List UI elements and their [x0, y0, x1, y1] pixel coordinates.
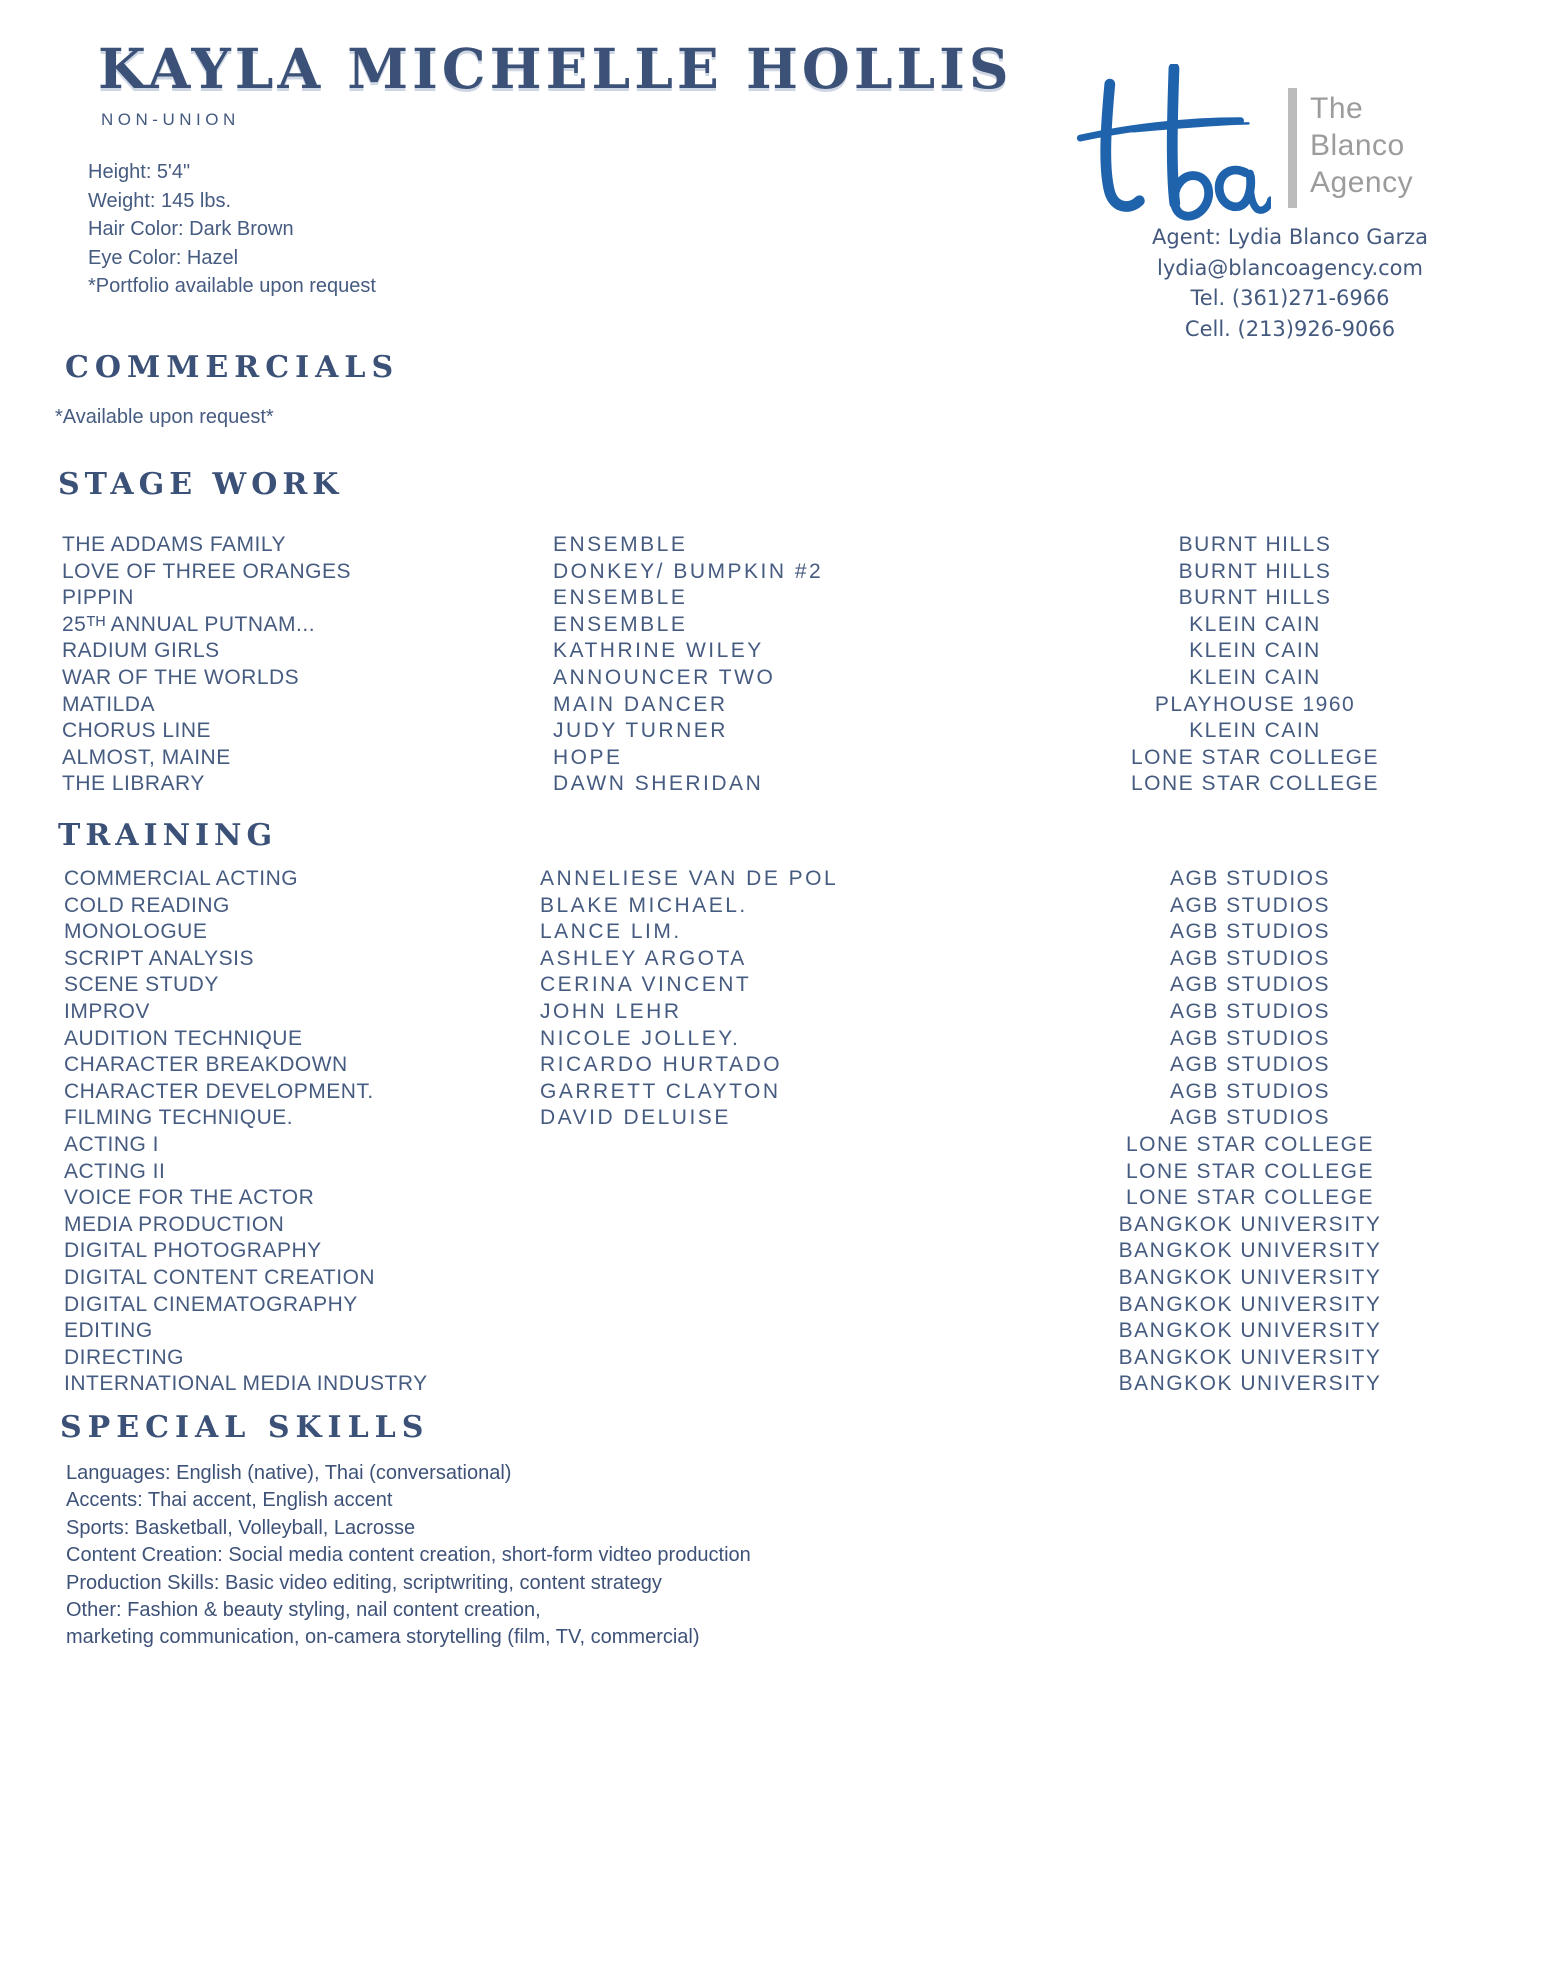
agent-cell-line: Cell. (213)926-9066 — [1184, 317, 1396, 342]
table-row — [0, 1159, 1546, 1186]
training-table — [0, 866, 1546, 1398]
course-cell: VOICE FOR THE ACTOR — [64, 1186, 315, 1210]
table-row — [0, 1371, 1546, 1398]
table-row — [0, 559, 1546, 586]
course-cell: DIGITAL CINEMATOGRAPHY — [64, 1292, 358, 1316]
course-cell: SCRIPT ANALYSIS — [64, 946, 254, 970]
table-row — [0, 1292, 1546, 1319]
table-row — [0, 946, 1546, 973]
table-row — [0, 1026, 1546, 1053]
production-cell: RADIUM GIRLS — [62, 639, 220, 663]
institution-cell: AGB STUDIOS — [1169, 946, 1331, 970]
institution-cell: BANGKOK UNIVERSITY — [1118, 1345, 1382, 1369]
instructor-cell: JOHN LEHR — [540, 999, 682, 1023]
course-cell: SCENE STUDY — [64, 973, 219, 997]
venue-cell: LONE STAR COLLEGE — [1130, 772, 1379, 796]
production-cell: ALMOST, MAINE — [62, 745, 231, 769]
skill-line: Languages: English (native), Thai (conversational) — [66, 1462, 512, 1484]
table-row — [0, 1318, 1546, 1345]
institution-cell: LONE STAR COLLEGE — [1125, 1186, 1374, 1210]
union-status: NON-UNION — [101, 110, 240, 129]
table-row — [0, 1265, 1546, 1292]
special-skills-block — [66, 1460, 751, 1652]
course-cell: COLD READING — [64, 893, 230, 917]
table-row — [0, 1212, 1546, 1239]
commercials-note: *Available upon request* — [55, 406, 274, 428]
role-cell: ANNOUNCER TWO — [553, 665, 776, 689]
stat-eyes: Eye Color: Hazel — [88, 246, 239, 269]
role-cell: ENSEMBLE — [553, 612, 688, 636]
instructor-cell: RICARDO HURTADO — [540, 1053, 783, 1077]
stage-work-table — [0, 532, 1546, 798]
stat-weight: Weight: 145 lbs. — [88, 189, 232, 212]
table-row — [0, 999, 1546, 1026]
stat-hair: Hair Color: Dark Brown — [88, 218, 294, 241]
production-cell: CHORUS LINE — [62, 719, 212, 743]
agency-name-line: The — [1310, 92, 1364, 125]
production-cell: 25ᵀᴴ ANNUAL PUTNAM... — [62, 612, 316, 636]
table-row — [0, 612, 1546, 639]
venue-cell: KLEIN CAIN — [1189, 612, 1321, 636]
agent-email-line: lydia@blancoagency.com — [1157, 255, 1423, 280]
agent-name-line: Agent: Lydia Blanco Garza — [1152, 225, 1428, 249]
institution-cell: AGB STUDIOS — [1169, 1026, 1331, 1050]
institution-cell: AGB STUDIOS — [1169, 1106, 1331, 1130]
table-row — [0, 1105, 1546, 1132]
agency-name-line: Blanco — [1310, 129, 1405, 162]
role-cell: KATHRINE WILEY — [553, 639, 764, 663]
institution-cell: BANGKOK UNIVERSITY — [1118, 1265, 1382, 1289]
production-cell: WAR OF THE WORLDS — [62, 665, 300, 689]
logo-divider-bar — [1288, 88, 1297, 208]
course-cell: DIRECTING — [64, 1345, 184, 1369]
instructor-cell: ASHLEY ARGOTA — [540, 946, 747, 970]
stat-height: Height: 5'4" — [88, 161, 191, 183]
role-cell: ENSEMBLE — [553, 533, 688, 556]
institution-cell: LONE STAR COLLEGE — [1125, 1159, 1374, 1183]
course-cell: COMMERCIAL ACTING — [64, 867, 299, 890]
course-cell: INTERNATIONAL MEDIA INDUSTRY — [64, 1372, 428, 1396]
instructor-cell: CERINA VINCENT — [540, 973, 752, 997]
institution-cell: LONE STAR COLLEGE — [1125, 1132, 1374, 1156]
course-cell: AUDITION TECHNIQUE — [64, 1026, 303, 1050]
role-cell: JUDY TURNER — [553, 719, 728, 743]
instructor-cell: DAVID DELUISE — [540, 1106, 731, 1130]
institution-cell: AGB STUDIOS — [1169, 893, 1331, 917]
venue-cell: KLEIN CAIN — [1189, 665, 1321, 689]
course-cell: MONOLOGUE — [64, 920, 208, 944]
institution-cell: AGB STUDIOS — [1169, 973, 1331, 997]
skill-line: Other: Fashion & beauty styling, nail content creation, — [66, 1599, 541, 1622]
role-cell: MAIN DANCER — [553, 692, 728, 716]
table-row — [0, 745, 1546, 772]
table-row — [0, 1052, 1546, 1079]
institution-cell: BANGKOK UNIVERSITY — [1118, 1212, 1382, 1236]
course-cell: DIGITAL PHOTOGRAPHY — [64, 1239, 322, 1263]
course-cell: ACTING II — [64, 1159, 166, 1183]
skill-line: Production Skills: Basic video editing, scriptwriting, content strategy — [66, 1571, 662, 1594]
table-row — [0, 1132, 1546, 1159]
institution-cell: BANGKOK UNIVERSITY — [1118, 1319, 1382, 1343]
course-cell: FILMING TECHNIQUE. — [64, 1106, 294, 1130]
institution-cell: AGB STUDIOS — [1169, 1079, 1331, 1103]
course-cell: MEDIA PRODUCTION — [64, 1212, 285, 1236]
production-cell: PIPPIN — [62, 586, 134, 610]
venue-cell: BURNT HILLS — [1178, 586, 1332, 610]
course-cell: EDITING — [64, 1319, 153, 1343]
course-cell: CHARACTER DEVELOPMENT. — [64, 1079, 374, 1103]
tba-agency-logo-icon — [1075, 64, 1271, 240]
training-heading: TRAINING — [58, 818, 278, 853]
table-row — [0, 866, 1546, 893]
skill-line: Content Creation: Social media content creation, short-form vidteo production — [66, 1544, 751, 1567]
agent-tel-line: Tel. (361)271-6966 — [1190, 286, 1390, 311]
production-cell: LOVE OF THREE ORANGES — [62, 559, 352, 583]
production-cell: MATILDA — [62, 692, 155, 716]
venue-cell: PLAYHOUSE 1960 — [1154, 692, 1356, 716]
tba-logo-strokes — [1078, 65, 1271, 220]
institution-cell: BANGKOK UNIVERSITY — [1118, 1372, 1382, 1396]
venue-cell: BURNT HILLS — [1178, 559, 1332, 583]
table-row — [0, 972, 1546, 999]
institution-cell: BANGKOK UNIVERSITY — [1118, 1292, 1382, 1316]
production-cell: THE ADDAMS FAMILY — [62, 533, 286, 556]
venue-cell: BURNT HILLS — [1178, 533, 1332, 556]
table-row — [0, 718, 1546, 745]
institution-cell: AGB STUDIOS — [1169, 867, 1331, 890]
table-row — [0, 919, 1546, 946]
skill-line: Sports: Basketball, Volleyball, Lacrosse — [66, 1516, 416, 1539]
course-cell: IMPROV — [64, 999, 150, 1023]
venue-cell: KLEIN CAIN — [1189, 639, 1321, 663]
stat-portfolio: *Portfolio available upon request — [88, 275, 376, 298]
skill-line: marketing communication, on-camera storytelling (film, TV, commercial) — [66, 1626, 700, 1649]
agency-name-line: Agency — [1310, 166, 1414, 199]
commercials-heading: COMMERCIALS — [65, 350, 400, 385]
table-row — [0, 1345, 1546, 1372]
venue-cell: LONE STAR COLLEGE — [1130, 745, 1379, 769]
role-cell: ENSEMBLE — [553, 586, 688, 610]
course-cell: ACTING I — [64, 1132, 160, 1156]
agency-name — [1310, 90, 1413, 201]
instructor-cell: LANCE LIM. — [540, 920, 682, 944]
table-row — [0, 638, 1546, 665]
table-row — [0, 1238, 1546, 1265]
role-cell: HOPE — [553, 745, 623, 769]
special-skills-heading: SPECIAL SKILLS — [60, 1410, 430, 1445]
skill-line: Accents: Thai accent, English accent — [66, 1489, 393, 1512]
institution-cell: AGB STUDIOS — [1169, 920, 1331, 944]
table-row — [0, 1185, 1546, 1212]
stage-work-heading: STAGE WORK — [58, 467, 344, 502]
table-row — [0, 1079, 1546, 1106]
instructor-cell: BLAKE MICHAEL. — [540, 893, 748, 917]
role-cell: DONKEY/ BUMPKIN #2 — [553, 559, 824, 583]
table-row — [0, 665, 1546, 692]
institution-cell: AGB STUDIOS — [1169, 999, 1331, 1023]
production-cell: THE LIBRARY — [62, 772, 205, 796]
stats-block — [88, 158, 376, 301]
instructor-cell: NICOLE JOLLEY. — [540, 1026, 741, 1050]
course-cell: DIGITAL CONTENT CREATION — [64, 1265, 376, 1289]
actor-name-title: KAYLA MICHELLE HOLLIS — [98, 36, 1013, 101]
institution-cell: BANGKOK UNIVERSITY — [1118, 1239, 1382, 1263]
table-row — [0, 532, 1546, 559]
course-cell: CHARACTER BREAKDOWN — [64, 1053, 348, 1077]
venue-cell: KLEIN CAIN — [1189, 719, 1321, 743]
role-cell: DAWN SHERIDAN — [553, 772, 764, 796]
institution-cell: AGB STUDIOS — [1169, 1053, 1331, 1077]
table-row — [0, 692, 1546, 719]
table-row — [0, 893, 1546, 920]
instructor-cell: ANNELIESE VAN DE POL — [540, 867, 839, 890]
table-row — [0, 585, 1546, 612]
agent-contact-block — [1080, 222, 1500, 345]
instructor-cell: GARRETT CLAYTON — [540, 1079, 781, 1103]
table-row — [0, 771, 1546, 798]
